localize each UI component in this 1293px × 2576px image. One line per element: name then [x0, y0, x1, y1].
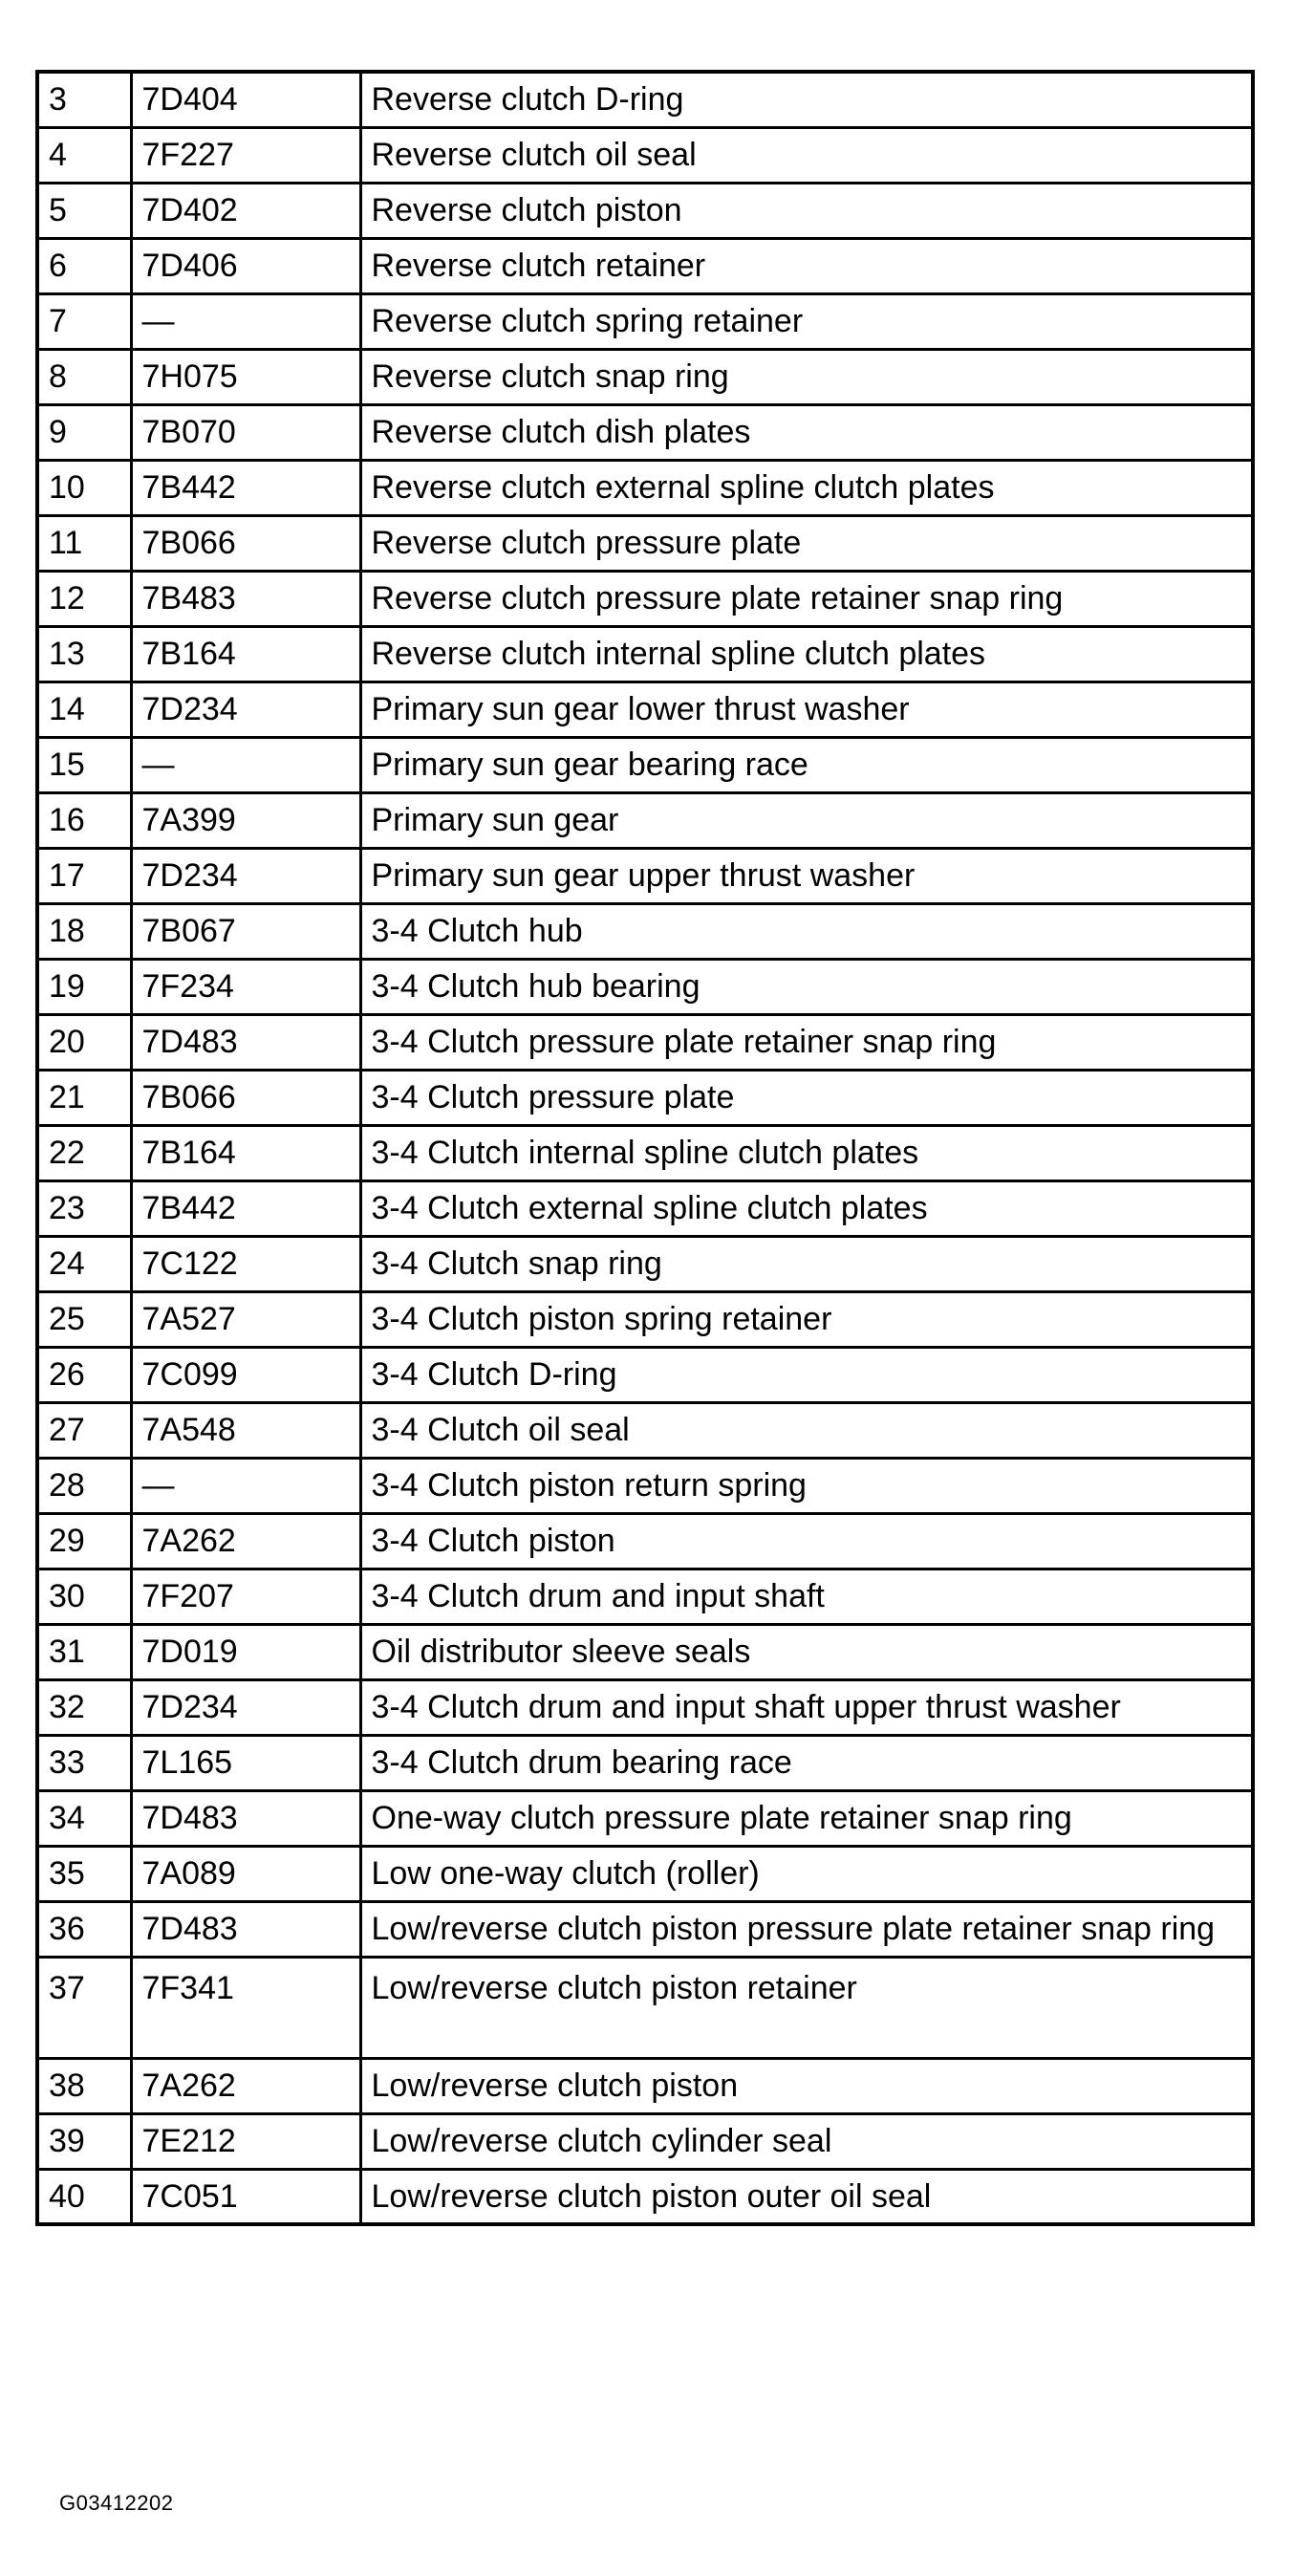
part-number: 7A399 — [131, 792, 360, 848]
part-number: 7F234 — [131, 959, 360, 1014]
parts-table — [35, 70, 1255, 2226]
part-description: Primary sun gear upper thrust washer — [360, 848, 1253, 903]
item-number: 33 — [37, 1735, 131, 1790]
item-number: 24 — [37, 1236, 131, 1291]
part-description: Reverse clutch dish plates — [360, 404, 1253, 460]
part-description: 3-4 Clutch D-ring — [360, 1347, 1253, 1402]
item-number: 6 — [37, 238, 131, 293]
item-number: 19 — [37, 959, 131, 1014]
part-number: 7D234 — [131, 848, 360, 903]
part-number: 7A527 — [131, 1291, 360, 1347]
part-number: — — [131, 293, 360, 349]
table-row — [37, 1624, 1253, 1679]
item-number: 38 — [37, 2058, 131, 2113]
item-number: 37 — [37, 1957, 131, 2058]
table-row — [37, 1125, 1253, 1180]
item-number: 15 — [37, 737, 131, 792]
item-number: 7 — [37, 293, 131, 349]
table-row — [37, 1070, 1253, 1125]
table-row — [37, 127, 1253, 183]
item-number: 21 — [37, 1070, 131, 1125]
table-row — [37, 1846, 1253, 1901]
part-number: 7B442 — [131, 1180, 360, 1236]
part-description: 3-4 Clutch drum and input shaft upper thrust washer — [360, 1679, 1253, 1735]
table-row — [37, 1735, 1253, 1790]
part-number: 7C099 — [131, 1347, 360, 1402]
item-number: 4 — [37, 127, 131, 183]
part-number: 7L165 — [131, 1735, 360, 1790]
table-row — [37, 792, 1253, 848]
item-number: 40 — [37, 2169, 131, 2224]
table-row — [37, 1458, 1253, 1513]
item-number: 13 — [37, 626, 131, 682]
item-number: 17 — [37, 848, 131, 903]
table-row — [37, 183, 1253, 238]
part-number: 7D483 — [131, 1790, 360, 1846]
part-description: Oil distributor sleeve seals — [360, 1624, 1253, 1679]
table-row — [37, 238, 1253, 293]
table-row — [37, 1957, 1253, 2058]
part-number: 7D483 — [131, 1901, 360, 1957]
table-row — [37, 1679, 1253, 1735]
item-number: 39 — [37, 2113, 131, 2169]
item-number: 36 — [37, 1901, 131, 1957]
part-description: Low/reverse clutch cylinder seal — [360, 2113, 1253, 2169]
item-number: 8 — [37, 349, 131, 404]
part-number: 7C051 — [131, 2169, 360, 2224]
table-row — [37, 1236, 1253, 1291]
table-row — [37, 2113, 1253, 2169]
part-number: 7B442 — [131, 460, 360, 515]
part-description: Reverse clutch snap ring — [360, 349, 1253, 404]
table-row — [37, 1014, 1253, 1070]
part-number: 7F341 — [131, 1957, 360, 2058]
table-row — [37, 349, 1253, 404]
part-number: 7B066 — [131, 515, 360, 571]
table-row — [37, 293, 1253, 349]
item-number: 31 — [37, 1624, 131, 1679]
part-number: 7B066 — [131, 1070, 360, 1125]
table-row — [37, 1513, 1253, 1569]
item-number: 5 — [37, 183, 131, 238]
part-description: 3-4 Clutch hub bearing — [360, 959, 1253, 1014]
part-number: 7A262 — [131, 1513, 360, 1569]
part-number: 7E212 — [131, 2113, 360, 2169]
item-number: 20 — [37, 1014, 131, 1070]
item-number: 28 — [37, 1458, 131, 1513]
figure-id: G03412202 — [59, 2491, 174, 2515]
part-number: 7D234 — [131, 1679, 360, 1735]
part-description: Reverse clutch spring retainer — [360, 293, 1253, 349]
table-row — [37, 2169, 1253, 2224]
part-description: 3-4 Clutch external spline clutch plates — [360, 1180, 1253, 1236]
part-description: 3-4 Clutch piston spring retainer — [360, 1291, 1253, 1347]
part-description: 3-4 Clutch drum bearing race — [360, 1735, 1253, 1790]
item-number: 26 — [37, 1347, 131, 1402]
part-description: 3-4 Clutch pressure plate retainer snap ring — [360, 1014, 1253, 1070]
part-number: 7B164 — [131, 1125, 360, 1180]
table-row — [37, 1180, 1253, 1236]
item-number: 34 — [37, 1790, 131, 1846]
item-number: 23 — [37, 1180, 131, 1236]
item-number: 22 — [37, 1125, 131, 1180]
part-description: Low one-way clutch (roller) — [360, 1846, 1253, 1901]
part-number: 7D406 — [131, 238, 360, 293]
part-description: 3-4 Clutch piston — [360, 1513, 1253, 1569]
table-row — [37, 1569, 1253, 1624]
part-description: Reverse clutch internal spline clutch plates — [360, 626, 1253, 682]
part-number: 7D402 — [131, 183, 360, 238]
part-description: 3-4 Clutch piston return spring — [360, 1458, 1253, 1513]
part-description: Primary sun gear — [360, 792, 1253, 848]
table-row — [37, 848, 1253, 903]
item-number: 14 — [37, 682, 131, 737]
table-row — [37, 2058, 1253, 2113]
item-number: 29 — [37, 1513, 131, 1569]
part-description: Reverse clutch oil seal — [360, 127, 1253, 183]
table-row — [37, 1347, 1253, 1402]
table-row — [37, 1402, 1253, 1458]
item-number: 25 — [37, 1291, 131, 1347]
part-number: 7F227 — [131, 127, 360, 183]
part-number: — — [131, 737, 360, 792]
part-description: 3-4 Clutch oil seal — [360, 1402, 1253, 1458]
part-description: Low/reverse clutch piston outer oil seal — [360, 2169, 1253, 2224]
table-row — [37, 737, 1253, 792]
item-number: 32 — [37, 1679, 131, 1735]
part-number: 7D404 — [131, 72, 360, 127]
part-description: 3-4 Clutch internal spline clutch plates — [360, 1125, 1253, 1180]
table-row — [37, 903, 1253, 959]
table-row — [37, 682, 1253, 737]
part-description: One-way clutch pressure plate retainer snap ring — [360, 1790, 1253, 1846]
part-description: 3-4 Clutch pressure plate — [360, 1070, 1253, 1125]
part-description: Low/reverse clutch piston — [360, 2058, 1253, 2113]
table-row — [37, 515, 1253, 571]
part-description: Reverse clutch pressure plate — [360, 515, 1253, 571]
table-row — [37, 571, 1253, 626]
item-number: 30 — [37, 1569, 131, 1624]
part-description: Primary sun gear bearing race — [360, 737, 1253, 792]
part-description: 3-4 Clutch hub — [360, 903, 1253, 959]
part-description: 3-4 Clutch drum and input shaft — [360, 1569, 1253, 1624]
item-number: 11 — [37, 515, 131, 571]
item-number: 9 — [37, 404, 131, 460]
part-number: 7C122 — [131, 1236, 360, 1291]
item-number: 3 — [37, 72, 131, 127]
table-row — [37, 404, 1253, 460]
part-number: 7B164 — [131, 626, 360, 682]
part-description: 3-4 Clutch snap ring — [360, 1236, 1253, 1291]
table-row — [37, 1901, 1253, 1957]
item-number: 10 — [37, 460, 131, 515]
part-description: Low/reverse clutch piston pressure plate retainer snap ring — [360, 1901, 1253, 1957]
part-description: Reverse clutch pressure plate retainer snap ring — [360, 571, 1253, 626]
part-number: 7A089 — [131, 1846, 360, 1901]
part-description: Reverse clutch D-ring — [360, 72, 1253, 127]
part-description: Reverse clutch retainer — [360, 238, 1253, 293]
part-number: 7F207 — [131, 1569, 360, 1624]
item-number: 18 — [37, 903, 131, 959]
item-number: 12 — [37, 571, 131, 626]
part-number: 7B483 — [131, 571, 360, 626]
item-number: 27 — [37, 1402, 131, 1458]
part-number: 7A262 — [131, 2058, 360, 2113]
part-number: 7B067 — [131, 903, 360, 959]
part-description: Low/reverse clutch piston retainer — [360, 1957, 1253, 2058]
part-number: 7D234 — [131, 682, 360, 737]
item-number: 16 — [37, 792, 131, 848]
part-number: 7D483 — [131, 1014, 360, 1070]
part-number: 7A548 — [131, 1402, 360, 1458]
table-row — [37, 72, 1253, 127]
part-number: 7D019 — [131, 1624, 360, 1679]
part-description: Primary sun gear lower thrust washer — [360, 682, 1253, 737]
table-row — [37, 460, 1253, 515]
part-description: Reverse clutch piston — [360, 183, 1253, 238]
part-description: Reverse clutch external spline clutch plates — [360, 460, 1253, 515]
table-row — [37, 959, 1253, 1014]
table-row — [37, 626, 1253, 682]
part-number: 7B070 — [131, 404, 360, 460]
part-number: — — [131, 1458, 360, 1513]
table-row — [37, 1790, 1253, 1846]
part-number: 7H075 — [131, 349, 360, 404]
item-number: 35 — [37, 1846, 131, 1901]
table-row — [37, 1291, 1253, 1347]
